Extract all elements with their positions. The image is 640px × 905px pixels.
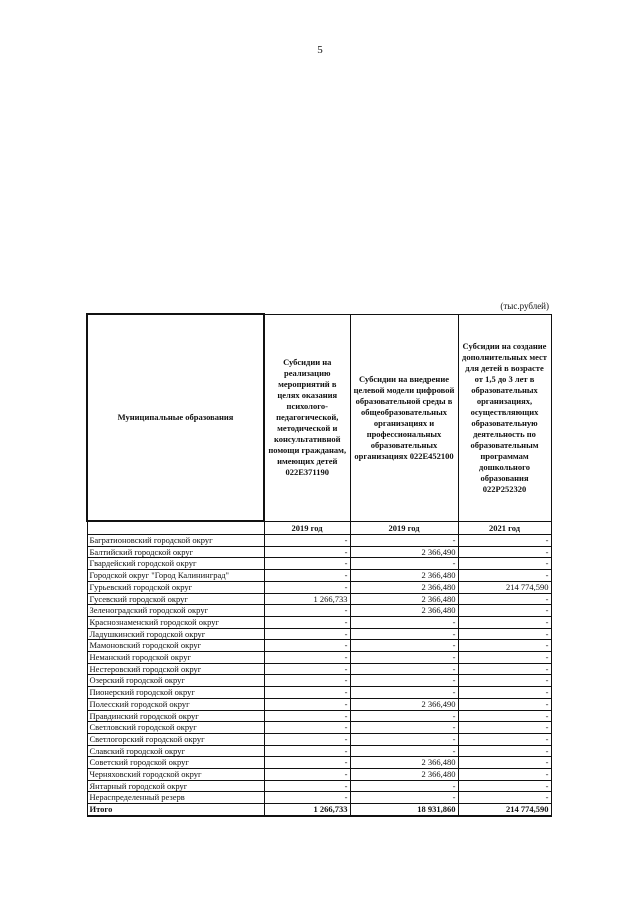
year-col1: 2019 год <box>264 521 350 535</box>
value-col1: - <box>264 710 350 722</box>
municipality-name: Городской округ "Город Калининград" <box>87 570 264 582</box>
value-col2: 2 366,480 <box>350 581 458 593</box>
table-row <box>87 652 551 664</box>
subsidy-table <box>86 313 552 817</box>
table-row <box>87 640 551 652</box>
value-col1: - <box>264 780 350 792</box>
value-col2: - <box>350 687 458 699</box>
value-col2: - <box>350 640 458 652</box>
value-col1: - <box>264 698 350 710</box>
municipality-name: Гурьевский городской округ <box>87 581 264 593</box>
header-col1: Субсидии на реализацию мероприятий в целях оказания психолого-педагогической, методической и консультативной помощи гражданам, имеющих детей 022E371190 <box>264 314 350 521</box>
value-col2: - <box>350 733 458 745</box>
value-col3: - <box>458 687 551 699</box>
table-row <box>87 698 551 710</box>
year-col3: 2021 год <box>458 521 551 535</box>
value-col1: - <box>264 546 350 558</box>
value-col2: 2 366,480 <box>350 757 458 769</box>
municipality-name: Полесский городской округ <box>87 698 264 710</box>
value-col3: - <box>458 640 551 652</box>
municipality-name: Гусевский городской округ <box>87 593 264 605</box>
value-col3: - <box>458 698 551 710</box>
table-row <box>87 581 551 593</box>
municipality-name: Черняховский городской округ <box>87 769 264 781</box>
value-col3: - <box>458 605 551 617</box>
value-col1: - <box>264 745 350 757</box>
municipality-name: Правдинский городской округ <box>87 710 264 722</box>
municipality-name: Светловский городской округ <box>87 722 264 734</box>
total-col1: 1 266,733 <box>264 804 350 816</box>
value-col3: - <box>458 733 551 745</box>
table-row <box>87 710 551 722</box>
value-col2: - <box>350 628 458 640</box>
total-row <box>87 804 551 816</box>
value-col3: - <box>458 710 551 722</box>
table-row <box>87 593 551 605</box>
municipality-name: Пионерский городской округ <box>87 687 264 699</box>
table-row <box>87 769 551 781</box>
value-col1: - <box>264 605 350 617</box>
table-row <box>87 663 551 675</box>
value-col3: - <box>458 757 551 769</box>
municipality-name: Зеленоградский городской округ <box>87 605 264 617</box>
municipality-name: Мамоновский городской округ <box>87 640 264 652</box>
value-col1: - <box>264 652 350 664</box>
municipality-name: Озерский городской округ <box>87 675 264 687</box>
value-col3: - <box>458 792 551 804</box>
value-col2: 2 366,480 <box>350 593 458 605</box>
value-col2: 2 366,490 <box>350 698 458 710</box>
units-label: (тыс.рублей) <box>500 301 549 311</box>
table-row <box>87 558 551 570</box>
value-col2: - <box>350 558 458 570</box>
table-row <box>87 675 551 687</box>
header-municipality: Муниципальные образования <box>87 314 264 521</box>
value-col3: - <box>458 616 551 628</box>
value-col2: - <box>350 710 458 722</box>
value-col1: - <box>264 722 350 734</box>
table-row <box>87 733 551 745</box>
table-row <box>87 605 551 617</box>
municipality-name: Ладушкинский городской округ <box>87 628 264 640</box>
header-col3: Субсидии на создание дополнительных мест для детей в возрасте от 1,5 до 3 лет в образовательных организациях, осуществляющих образовательную деятельность по образовательным программам дошкольного образования 022P252320 <box>458 314 551 521</box>
value-col2: - <box>350 722 458 734</box>
value-col3: - <box>458 769 551 781</box>
table-row <box>87 546 551 558</box>
value-col1: - <box>264 628 350 640</box>
total-col3: 214 774,590 <box>458 804 551 816</box>
value-col1: - <box>264 792 350 804</box>
total-label: Итого <box>87 804 264 816</box>
value-col1: - <box>264 663 350 675</box>
value-col1: 1 266,733 <box>264 593 350 605</box>
value-col2: - <box>350 535 458 547</box>
value-col1: - <box>264 769 350 781</box>
value-col2: - <box>350 675 458 687</box>
table-row <box>87 745 551 757</box>
header-col2: Субсидии на внедрение целевой модели цифровой образовательной среды в общеобразовательных организациях и профессиональных образовательных организациях 022E452100 <box>350 314 458 521</box>
value-col2: 2 366,480 <box>350 570 458 582</box>
value-col2: 2 366,480 <box>350 769 458 781</box>
value-col2: - <box>350 652 458 664</box>
value-col3: - <box>458 663 551 675</box>
value-col1: - <box>264 558 350 570</box>
value-col3: - <box>458 546 551 558</box>
municipality-name: Багратионовский городской округ <box>87 535 264 547</box>
value-col3: - <box>458 535 551 547</box>
municipality-name: Краснознаменский городской округ <box>87 616 264 628</box>
total-col2: 18 931,860 <box>350 804 458 816</box>
table-row <box>87 792 551 804</box>
value-col2: - <box>350 616 458 628</box>
value-col2: - <box>350 780 458 792</box>
municipality-name: Нестеровский городской округ <box>87 663 264 675</box>
value-col3: - <box>458 558 551 570</box>
value-col1: - <box>264 640 350 652</box>
value-col3: - <box>458 745 551 757</box>
value-col3: - <box>458 675 551 687</box>
table-body <box>87 535 551 816</box>
municipality-name: Славский городской округ <box>87 745 264 757</box>
value-col3: - <box>458 652 551 664</box>
value-col3: - <box>458 780 551 792</box>
table-row <box>87 722 551 734</box>
municipality-name: Советский городской округ <box>87 757 264 769</box>
value-col1: - <box>264 616 350 628</box>
value-col1: - <box>264 733 350 745</box>
municipality-name: Светлогорский городской округ <box>87 733 264 745</box>
value-col1: - <box>264 570 350 582</box>
value-col2: - <box>350 663 458 675</box>
municipality-name: Янтарный городской округ <box>87 780 264 792</box>
value-col3: 214 774,590 <box>458 581 551 593</box>
table-row <box>87 687 551 699</box>
table-row <box>87 616 551 628</box>
page-number: 5 <box>317 44 323 56</box>
table-row <box>87 780 551 792</box>
value-col1: - <box>264 581 350 593</box>
table-row <box>87 535 551 547</box>
municipality-name: Балтийский городской округ <box>87 546 264 558</box>
table-row <box>87 628 551 640</box>
value-col3: - <box>458 570 551 582</box>
value-col2: 2 366,490 <box>350 546 458 558</box>
value-col1: - <box>264 687 350 699</box>
value-col2: - <box>350 745 458 757</box>
year-empty <box>87 521 264 535</box>
table-row <box>87 570 551 582</box>
value-col2: - <box>350 792 458 804</box>
value-col3: - <box>458 593 551 605</box>
value-col2: 2 366,480 <box>350 605 458 617</box>
value-col1: - <box>264 535 350 547</box>
value-col1: - <box>264 675 350 687</box>
value-col1: - <box>264 757 350 769</box>
table-row <box>87 757 551 769</box>
year-col2: 2019 год <box>350 521 458 535</box>
value-col3: - <box>458 722 551 734</box>
municipality-name: Нераспределенный резерв <box>87 792 264 804</box>
value-col3: - <box>458 628 551 640</box>
municipality-name: Неманский городской округ <box>87 652 264 664</box>
municipality-name: Гвардейский городской округ <box>87 558 264 570</box>
